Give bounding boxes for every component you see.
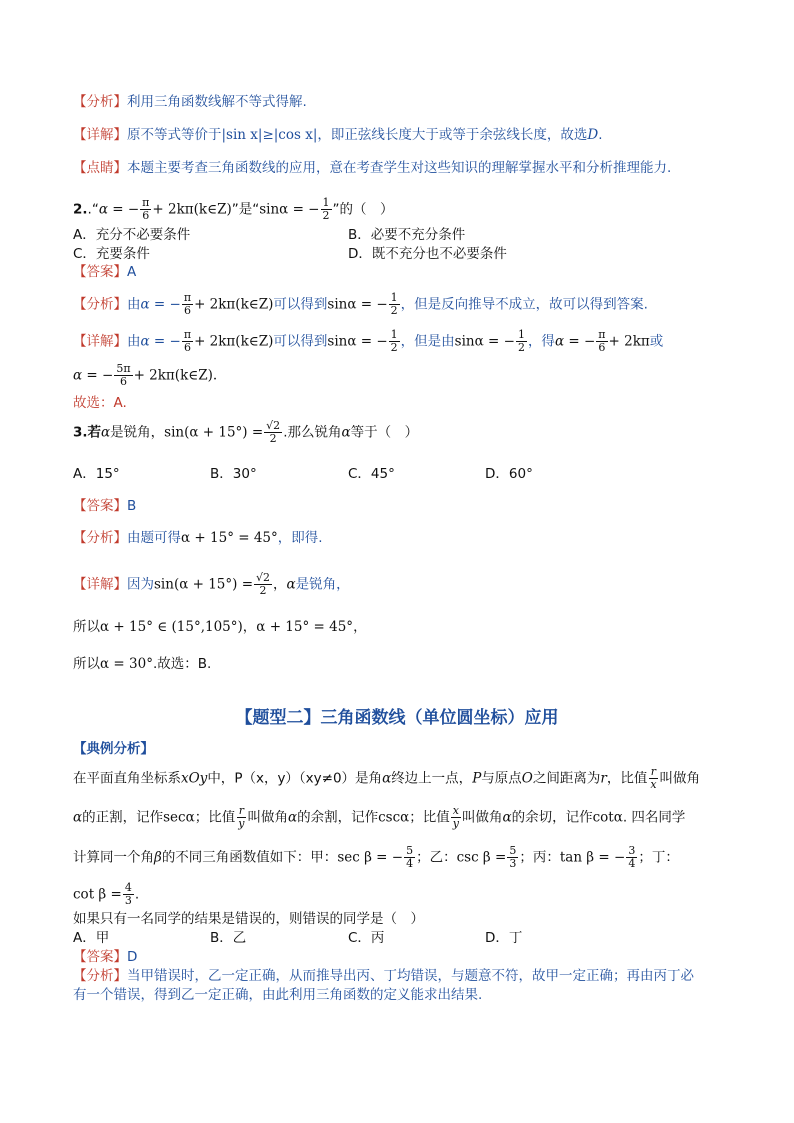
q2-analysis-pi-num: π <box>183 291 192 304</box>
example-p1-m: 叫做角 <box>659 770 701 787</box>
q2-analysis-pi-den: 6 <box>183 304 191 317</box>
q2-option-c: C．充要条件 <box>73 246 150 262</box>
q3-num: √2 <box>266 419 281 432</box>
q2-detail2-num: 5π <box>116 362 131 375</box>
q2-end: ”的（ ） <box>332 201 394 218</box>
q1-detail-line <box>73 126 603 144</box>
q1-analysis-line <box>73 93 307 111</box>
q2-option-b: B．必要不充分条件 <box>348 227 466 243</box>
q3-detail-a: 因为 <box>127 576 154 593</box>
q3-so2-a: 所以 <box>73 656 100 672</box>
q3-mid: 是锐角， <box>110 424 165 441</box>
q2-analysis-alpha: α = − <box>140 296 181 313</box>
example-p2-c: secα <box>163 809 195 826</box>
q2-analysis-half-frac <box>389 292 400 317</box>
example-p2-e: 叫做角 <box>247 809 288 826</box>
q3-analysis-expr: α + 15° = 45° <box>181 530 278 546</box>
example-p3-sec-num: 5 <box>406 844 414 857</box>
example-p2-f: α <box>287 809 298 826</box>
example-analysis-1: 当甲错误时，乙一定正确，从而推导出丙、丁均错误，与题意不符，故甲一定正确；再由丙丁必 <box>127 968 694 984</box>
example-analysis-line1 <box>73 967 694 985</box>
q2-detail-2kpi: + 2kπ <box>608 333 650 350</box>
q3-detail-line <box>73 572 350 597</box>
q2-option-a: A．充分不必要条件 <box>73 227 191 243</box>
q3-option-c: C．45° <box>348 466 395 482</box>
example-p2-g: 的余割，记作 <box>297 809 379 826</box>
q3-answer-line <box>73 497 136 515</box>
q3-detail-num: √2 <box>256 571 271 584</box>
q3-analysis-line <box>73 529 323 547</box>
q3-detail-c: 是锐角， <box>295 576 350 593</box>
q2-half-den: 2 <box>322 209 330 222</box>
q2-pi-den: 6 <box>142 209 150 222</box>
q2-analysis-half-den: 2 <box>390 304 398 317</box>
q2-detail-half2-num: 1 <box>517 328 525 341</box>
example-p1-f: 终边上一点， <box>391 770 473 787</box>
q2-half-frac <box>321 197 332 222</box>
example-p3-b: β <box>154 849 162 866</box>
q3-frac <box>264 420 282 445</box>
q2-detail-pi-num: π <box>183 328 192 341</box>
q2-detail-sin: sinα = − <box>327 333 388 350</box>
example-p2-a: α <box>73 809 83 826</box>
q1-detail-post: ，即正弦线长度大于或等于余弦线长度，故选 <box>317 127 588 143</box>
q2-pi-frac <box>140 197 151 222</box>
q2-detail-sin2: sinα = − <box>454 333 515 350</box>
q3-so2-expr: α = 30° <box>100 656 153 672</box>
example-p2 <box>73 805 685 830</box>
q3-option-b: B．30° <box>210 466 257 482</box>
q2-rest: + 2kπ(k∈Z) <box>152 201 232 218</box>
example-p1-j: 之间距离为 <box>532 770 601 787</box>
example-p2-den2: y <box>452 817 459 830</box>
q2-detail2-alpha: α = − <box>73 367 114 384</box>
q2-detail-a: 由 <box>127 333 141 350</box>
example-p3 <box>73 845 679 870</box>
answer-tag: 【答案】 <box>73 949 127 965</box>
q2-half-num: 1 <box>322 196 330 209</box>
example-p1-c: 中， <box>207 770 235 787</box>
example-p3-csc: csc β = <box>456 849 507 866</box>
q3-detail-expr: sin(α + 15°) = <box>154 576 254 593</box>
q2-detail-pi2-frac <box>596 329 607 354</box>
q2-analysis-c: ，但是反向推导不成立，故可以得到答案. <box>400 296 648 313</box>
q2-detail-d: ，得 <box>527 333 555 350</box>
example-p2-frac2 <box>451 805 461 830</box>
example-p2-n: . 四名同学 <box>622 809 686 826</box>
q2-analysis-line <box>73 292 648 317</box>
example-p3-csc-den: 3 <box>509 857 517 870</box>
q2-detail-half-den: 2 <box>390 341 398 354</box>
comment-tag: 【点睛】 <box>73 160 127 176</box>
q3-so2-line <box>73 655 211 673</box>
q2-analysis-a: 由 <box>127 296 141 313</box>
q3-den: 2 <box>269 432 277 445</box>
q3-so1-c: ， <box>353 619 367 635</box>
example-analysis-line2 <box>73 986 482 1004</box>
q3-alpha2: α <box>341 424 351 441</box>
q3-analysis-b: ，即得. <box>277 530 323 546</box>
q2-sin: sinα = − <box>259 201 320 218</box>
example-p3-tan-num: 3 <box>628 844 636 857</box>
q2-detail-rest: + 2kπ(k∈Z) <box>194 333 274 350</box>
analysis-tag: 【分析】 <box>73 968 127 984</box>
q3-answer: B <box>127 498 137 514</box>
example-p1-i: O <box>521 770 533 787</box>
q2-detail2-rest: + 2kπ(k∈Z). <box>133 367 218 384</box>
q1-detail-expr: |sin x|≥|cos x| <box>221 127 318 143</box>
answer-tag: 【答案】 <box>73 498 127 514</box>
example-answer: D <box>127 949 138 965</box>
q3-end: 等于（ ） <box>350 424 419 441</box>
example-p1-num: r <box>650 765 657 778</box>
example-p2-num2: x <box>452 804 459 817</box>
example-tag-line <box>73 740 154 758</box>
example-p3-c: 的不同三角函数值如下：甲： <box>161 849 338 866</box>
q2-detail-c: ，但是由 <box>400 333 455 350</box>
example-p4-frac <box>123 882 134 907</box>
q3-so1-line <box>73 618 367 636</box>
q1-analysis-text: 利用三角函数线解不等式得解. <box>127 94 307 110</box>
example-answer-line <box>73 948 137 966</box>
example-p3-a: 计算同一个角 <box>73 849 154 866</box>
example-option-c: C．丙 <box>348 930 385 946</box>
example-p2-d: ；比值 <box>194 809 236 826</box>
q3-so1-expr: α + 15° ∈ (15°,105°) <box>100 619 243 635</box>
example-p1-g: P <box>472 770 482 787</box>
q3-detail-frac <box>254 572 272 597</box>
example-p4-end: . <box>134 886 140 903</box>
q2-answer-line <box>73 263 136 281</box>
q3-option-a: A．15° <box>73 466 120 482</box>
q2-quote-open: .“ <box>87 201 99 218</box>
q2-choose: 故选：A. <box>73 395 127 411</box>
q3-detail-alpha: α <box>286 576 296 593</box>
q2-option-d: D．既不充分也不必要条件 <box>348 246 507 262</box>
example-p2-h: cscα <box>378 809 410 826</box>
example-p2-m: cotα <box>592 809 623 826</box>
q2-detail-e: 或 <box>649 333 664 350</box>
detail-tag: 【详解】 <box>73 127 127 143</box>
example-p1-den: x <box>650 778 657 791</box>
q3-so1-expr2: α + 15° = 45° <box>256 619 354 635</box>
q2-detail-half2-frac <box>516 329 527 354</box>
q2-detail-line <box>73 329 663 354</box>
q2-detail-half-frac <box>389 329 400 354</box>
q2-analysis-rest: + 2kπ(k∈Z) <box>194 296 274 313</box>
example-p1 <box>73 766 700 791</box>
q2-detail-half2-den: 2 <box>517 341 525 354</box>
example-p1-l: ，比值 <box>606 770 648 787</box>
example-p3-d: ；乙： <box>416 849 457 866</box>
example-p1-a: 在平面直角坐标系 <box>73 770 181 787</box>
q2-detail-half-num: 1 <box>390 328 398 341</box>
q2-number: 2. <box>73 201 88 218</box>
example-analysis-2: 有一个错误，得到乙一定正确，由此利用三角函数的定义能求出结果. <box>73 987 483 1003</box>
q3-sin: sin(α + 15°) = <box>164 424 264 441</box>
q2-detail-b: 可以得到 <box>273 333 328 350</box>
q1-detail-choice: D <box>587 127 599 143</box>
example-p1-d: P（x，y）（xy≠0）是角 <box>234 770 383 787</box>
q3-post: .那么锐角 <box>283 424 342 441</box>
q2-detail-pi-frac <box>182 329 193 354</box>
example-p3-f: ；丁： <box>638 849 679 866</box>
q1-comment-text: 本题主要考查三角函数线的应用，意在考查学生对这些知识的理解掌握水平和分析推理能力. <box>127 160 672 176</box>
q3-stem <box>73 420 418 445</box>
q3-analysis-a: 由题可得 <box>127 530 181 546</box>
detail-tag: 【详解】 <box>73 576 127 593</box>
q2-answer: A <box>127 264 137 280</box>
detail-tag: 【详解】 <box>73 333 127 350</box>
q2-analysis-sin: sinα = − <box>327 296 388 313</box>
example-option-b: B．乙 <box>210 930 247 946</box>
q2-detail-pi-den: 6 <box>183 341 191 354</box>
example-p3-tan-den: 4 <box>628 857 636 870</box>
q2-detail2-frac <box>114 363 132 388</box>
example-p4 <box>73 882 139 907</box>
example-p2-frac1 <box>236 805 246 830</box>
q3-alpha: α <box>101 424 111 441</box>
q2-detail-line2 <box>73 363 217 388</box>
q2-analysis-b: 可以得到 <box>273 296 328 313</box>
example-p3-sec-frac <box>404 845 415 870</box>
example-tag: 【典例分析】 <box>73 741 154 757</box>
q2-analysis-half-num: 1 <box>390 291 398 304</box>
example-p3-sec-den: 4 <box>406 857 414 870</box>
q3-detail-den: 2 <box>259 584 267 597</box>
example-p3-tan-frac <box>626 845 637 870</box>
q2-analysis-pi-frac <box>182 292 193 317</box>
example-p2-b: 的正割，记作 <box>82 809 164 826</box>
q3-so1-b: ， <box>242 619 257 635</box>
example-p2-den1: y <box>238 817 245 830</box>
q3-detail-b: ， <box>273 576 287 593</box>
q1-detail-end: . <box>598 127 603 143</box>
q2-pi-num: π <box>142 196 150 209</box>
q2-detail-alpha: α = − <box>140 333 181 350</box>
example-p1-frac <box>648 766 658 791</box>
example-option-a: A．甲 <box>73 930 110 946</box>
q3-option-d: D．60° <box>485 466 533 482</box>
q2-detail-pi2-den: 6 <box>598 341 606 354</box>
example-p1-h: 与原点 <box>481 770 522 787</box>
example-p4-num: 4 <box>124 881 132 894</box>
example-p2-j: 叫做角 <box>461 809 503 826</box>
example-option-d: D．丁 <box>485 930 523 946</box>
q1-detail-pre: 原不等式等价于 <box>127 127 222 143</box>
example-p1-e: α <box>382 770 392 787</box>
example-p3-csc-num: 5 <box>509 844 517 857</box>
example-question: 如果只有一名同学的结果是错误的，则错误的同学是（ ） <box>73 911 424 927</box>
q2-detail-pi2-num: π <box>598 328 606 341</box>
example-p3-sec: sec β = − <box>337 849 404 866</box>
q1-comment-line <box>73 159 671 177</box>
example-p2-i: ；比值 <box>409 809 450 826</box>
example-p1-k: r <box>600 770 607 787</box>
example-p4-cot: cot β = <box>73 886 122 903</box>
q2-alpha: α = − <box>98 201 140 218</box>
q2-mid: ”是“ <box>231 201 260 218</box>
analysis-tag: 【分析】 <box>73 296 127 313</box>
q3-pre: 3.若 <box>73 424 102 441</box>
section-heading: 【题型二】三角函数线（单位圆坐标）应用 <box>235 708 559 728</box>
example-p2-k: α <box>502 809 512 826</box>
q2-stem <box>73 197 394 222</box>
q3-so2-b: .故选：B. <box>152 656 212 672</box>
q2-detail2-den: 6 <box>119 375 127 388</box>
q2-choose-line <box>73 394 127 412</box>
example-p2-num1: r <box>238 804 244 817</box>
q3-so1-a: 所以 <box>73 619 100 635</box>
example-p3-e: ；丙： <box>519 849 560 866</box>
answer-tag: 【答案】 <box>73 264 127 280</box>
example-p3-tan: tan β = − <box>559 849 626 866</box>
example-p4-den: 3 <box>124 894 132 907</box>
q2-detail-alpha2: α = − <box>554 333 596 350</box>
analysis-tag: 【分析】 <box>73 94 127 110</box>
example-p2-l: 的余切，记作 <box>511 809 593 826</box>
example-p3-csc-frac <box>507 845 518 870</box>
example-p1-b: xOy <box>181 770 208 787</box>
analysis-tag: 【分析】 <box>73 530 127 546</box>
